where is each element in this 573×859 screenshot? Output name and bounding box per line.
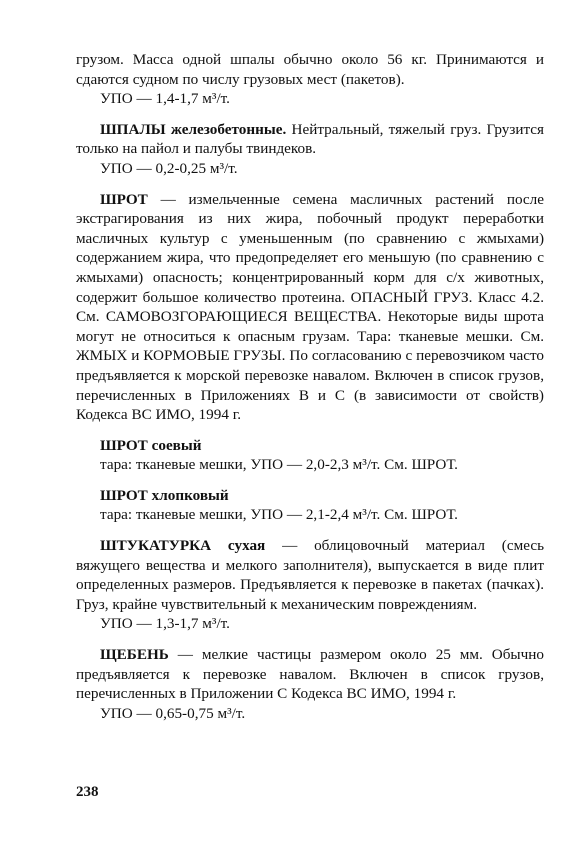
entry-text xyxy=(76,190,544,425)
entry-body: тара: тканевые мешки, УПО — 2,0-2,3 м³/т. См. ШРОТ. xyxy=(100,456,458,474)
entry-shrot xyxy=(76,190,544,425)
entry-body: — мелкие частицы размером около 25 мм. Обычно предъявляется к перевозке навалом. Включен в список грузов, перечисленных в Приложении С Кодекса ВС ИМО, 1994 г. xyxy=(76,646,544,703)
entry-body: — измельченные семена масличных растений после экстрагирования из них жира, побочный продукт переработки масличных культур с уменьшенным (по сравнению с жмыхами) содержанием жира, что предопределяет его меньшую (по сравнению с жмыхами) опасность; концентрированный корм для с/х животных, содержит большое количество протеина. ОПАСНЫЙ ГРУЗ. Класс 4.2. См. САМОВОЗГОРАЮЩИЕСЯ ВЕЩЕСТВА. Некоторые виды шрота могут не относиться к опасным грузам. Тара: тканевые мешки. См. ЖМЫХ и КОРМОВЫЕ ГРУЗЫ. По согласованию с перевозчиком часто предъявляется к морской перевозке навалом. Включен в список грузов, перечисленных в Приложениях В и С (в зависимости от свойств) Кодекса ВС ИМО, 1994 г. xyxy=(76,190,544,424)
entry-text xyxy=(76,120,544,159)
entry-term: ШТУКАТУРКА сухая xyxy=(100,537,266,555)
entry-shpaly-concrete xyxy=(76,120,544,179)
page-body xyxy=(76,50,544,734)
entry-shtukaturka xyxy=(76,536,544,634)
entry-term-line xyxy=(76,436,544,456)
entry-body: — облицовочный материал (смесь вяжущего вещества и мелкого заполнителя), выпускается в виде плит определенных размеров. Предъявляется к перевозке в пакетах (пачках). Груз, крайне чувствительный к механическим повреждениям. xyxy=(76,537,544,613)
entry-term: ШРОТ соевый xyxy=(100,436,202,454)
entry-body: тара: тканевые мешки, УПО — 2,1-2,4 м³/т. См. ШРОТ. xyxy=(100,506,458,524)
entry-shrot-cotton xyxy=(76,486,544,525)
entry-text: грузом. Масса одной шпалы обычно около 56 кг. Принимаются и сдаются судном по числу грузовых мест (пакетов). xyxy=(76,51,544,88)
entry-shrot-soy xyxy=(76,436,544,475)
entry-term: ЩЕБЕНЬ xyxy=(100,646,169,664)
entry-upo: УПО — 0,2-0,25 м³/т. xyxy=(100,159,238,177)
entry-text xyxy=(76,536,544,614)
entry-term: ШРОТ хлопковый xyxy=(100,486,229,504)
entry-upo: УПО — 0,65-0,75 м³/т. xyxy=(100,704,246,722)
entry-upo: УПО — 1,4-1,7 м³/т. xyxy=(100,90,230,108)
entry-text xyxy=(76,645,544,704)
entry-term: ШРОТ xyxy=(100,190,148,208)
entry-shcheben xyxy=(76,645,544,723)
entry-upo: УПО — 1,3-1,7 м³/т. xyxy=(100,615,230,633)
entry-term-line xyxy=(76,486,544,506)
entry-body: Нейтральный, тяжелый груз. Грузится только на пайол и палубы твиндеков. xyxy=(76,120,544,158)
page-number: 238 xyxy=(76,784,99,800)
entry-term: ШПАЛЫ железобетонные. xyxy=(100,120,287,138)
entry-shpaly-continued xyxy=(76,50,544,109)
